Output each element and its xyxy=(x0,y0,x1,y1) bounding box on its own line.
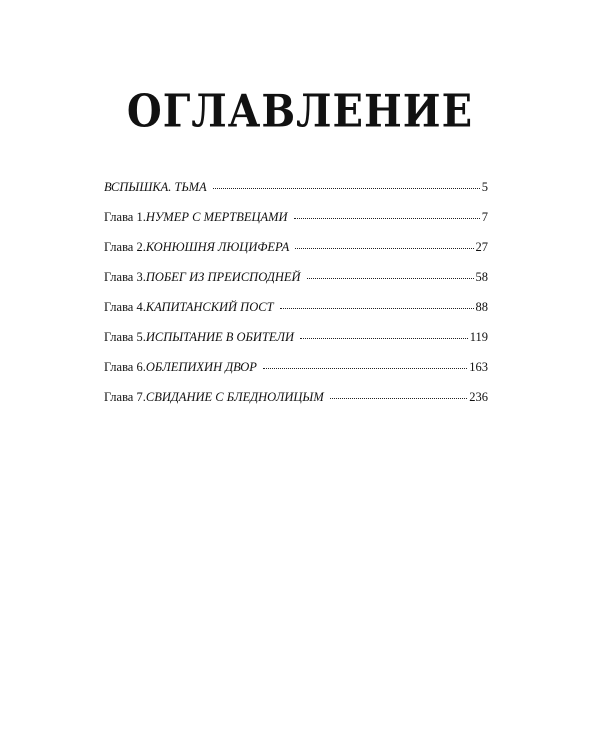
toc-chapter-prefix: Глава 2. xyxy=(104,240,146,254)
toc-chapter-title: КОНЮШНЯ ЛЮЦИФЕРА xyxy=(145,240,290,254)
toc-dot-leader xyxy=(213,177,480,191)
toc-dot-leader xyxy=(294,207,480,221)
toc-entry xyxy=(104,352,488,382)
toc-page-number: 236 xyxy=(469,390,488,404)
toc-dot-leader xyxy=(295,237,473,251)
toc-chapter-title: КАПИТАНСКИЙ ПОСТ xyxy=(145,300,274,314)
toc-chapter-title: ВСПЫШКА. ТЬМА xyxy=(104,180,207,194)
page-title: ОГЛАВЛЕНИЕ xyxy=(126,85,474,138)
toc-chapter-title: ОБЛЕПИХИН ДВОР xyxy=(145,360,257,374)
toc-chapter-title: СВИДАНИЕ С БЛЕДНОЛИЦЫМ xyxy=(145,390,324,404)
toc-page-number: 5 xyxy=(481,180,488,194)
toc-chapter-title: ПОБЕГ ИЗ ПРЕИСПОДНЕЙ xyxy=(145,270,301,284)
toc-entry xyxy=(104,382,488,412)
toc-dot-leader xyxy=(280,297,474,311)
toc-page-number: 163 xyxy=(469,360,488,374)
toc-entry xyxy=(104,262,488,292)
toc-page-number: 119 xyxy=(469,330,488,344)
table-of-contents xyxy=(104,172,488,412)
toc-chapter-prefix: Глава 6. xyxy=(104,360,146,374)
toc-chapter-prefix: Глава 3. xyxy=(104,270,146,284)
toc-chapter-prefix: Глава 1. xyxy=(104,210,146,224)
toc-chapter-prefix: Глава 4. xyxy=(104,300,146,314)
toc-chapter-prefix: Глава 7. xyxy=(104,390,146,404)
toc-page-number: 88 xyxy=(475,300,488,314)
toc-entry xyxy=(104,322,488,352)
toc-page-number: 7 xyxy=(481,210,488,224)
toc-dot-leader xyxy=(300,327,468,341)
toc-chapter-title: ИСПЫТАНИЕ В ОБИТЕЛИ xyxy=(145,330,295,344)
toc-chapter-title: НУМЕР С МЕРТВЕЦАМИ xyxy=(145,210,288,224)
toc-page-number: 27 xyxy=(475,240,488,254)
toc-dot-leader xyxy=(307,267,474,281)
toc-entry xyxy=(104,172,488,202)
toc-chapter-prefix: Глава 5. xyxy=(104,330,146,344)
toc-dot-leader xyxy=(263,357,467,371)
toc-entry xyxy=(104,232,488,262)
toc-page-number: 58 xyxy=(475,270,488,284)
toc-dot-leader xyxy=(330,387,468,401)
toc-entry xyxy=(104,202,488,232)
toc-entry xyxy=(104,292,488,322)
